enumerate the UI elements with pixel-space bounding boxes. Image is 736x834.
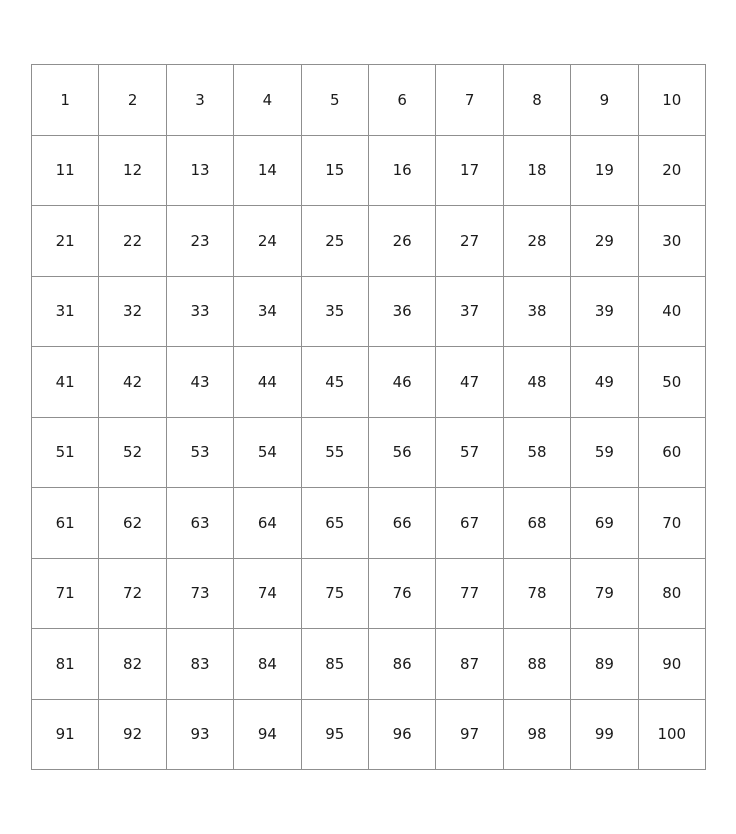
number-cell: 10 (639, 65, 706, 136)
number-cell: 30 (639, 206, 706, 277)
number-cell: 87 (436, 629, 503, 700)
number-cell: 92 (99, 700, 166, 771)
hundred-chart-grid (31, 64, 706, 770)
number-cell: 13 (167, 136, 234, 207)
number-cell: 78 (504, 559, 571, 630)
number-cell: 25 (302, 206, 369, 277)
number-cell: 60 (639, 418, 706, 489)
number-cell: 14 (234, 136, 301, 207)
number-cell: 35 (302, 277, 369, 348)
number-cell: 15 (302, 136, 369, 207)
number-cell: 91 (32, 700, 99, 771)
number-cell: 3 (167, 65, 234, 136)
number-cell: 55 (302, 418, 369, 489)
number-cell: 37 (436, 277, 503, 348)
number-cell: 44 (234, 347, 301, 418)
number-cell: 69 (571, 488, 638, 559)
number-cell: 20 (639, 136, 706, 207)
number-cell: 100 (639, 700, 706, 771)
number-cell: 84 (234, 629, 301, 700)
number-cell: 97 (436, 700, 503, 771)
number-cell: 1 (32, 65, 99, 136)
number-cell: 90 (639, 629, 706, 700)
number-cell: 34 (234, 277, 301, 348)
number-cell: 17 (436, 136, 503, 207)
number-cell: 41 (32, 347, 99, 418)
number-cell: 96 (369, 700, 436, 771)
number-cell: 56 (369, 418, 436, 489)
number-cell: 67 (436, 488, 503, 559)
number-cell: 75 (302, 559, 369, 630)
number-cell: 89 (571, 629, 638, 700)
number-cell: 66 (369, 488, 436, 559)
number-cell: 46 (369, 347, 436, 418)
number-cell: 31 (32, 277, 99, 348)
number-cell: 53 (167, 418, 234, 489)
number-cell: 22 (99, 206, 166, 277)
number-cell: 39 (571, 277, 638, 348)
number-cell: 62 (99, 488, 166, 559)
number-cell: 11 (32, 136, 99, 207)
number-cell: 48 (504, 347, 571, 418)
number-cell: 29 (571, 206, 638, 277)
number-cell: 88 (504, 629, 571, 700)
number-cell: 18 (504, 136, 571, 207)
number-cell: 6 (369, 65, 436, 136)
number-cell: 76 (369, 559, 436, 630)
number-cell: 79 (571, 559, 638, 630)
number-cell: 36 (369, 277, 436, 348)
number-cell: 77 (436, 559, 503, 630)
number-cell: 95 (302, 700, 369, 771)
number-cell: 80 (639, 559, 706, 630)
number-cell: 2 (99, 65, 166, 136)
number-cell: 19 (571, 136, 638, 207)
number-cell: 7 (436, 65, 503, 136)
number-cell: 33 (167, 277, 234, 348)
number-cell: 83 (167, 629, 234, 700)
number-cell: 65 (302, 488, 369, 559)
number-cell: 27 (436, 206, 503, 277)
number-cell: 63 (167, 488, 234, 559)
number-cell: 24 (234, 206, 301, 277)
number-cell: 32 (99, 277, 166, 348)
number-cell: 4 (234, 65, 301, 136)
number-cell: 43 (167, 347, 234, 418)
number-cell: 54 (234, 418, 301, 489)
number-cell: 81 (32, 629, 99, 700)
number-cell: 50 (639, 347, 706, 418)
number-cell: 59 (571, 418, 638, 489)
number-cell: 85 (302, 629, 369, 700)
number-cell: 12 (99, 136, 166, 207)
number-cell: 9 (571, 65, 638, 136)
number-cell: 51 (32, 418, 99, 489)
number-cell: 28 (504, 206, 571, 277)
number-cell: 45 (302, 347, 369, 418)
number-cell: 68 (504, 488, 571, 559)
number-cell: 23 (167, 206, 234, 277)
number-cell: 86 (369, 629, 436, 700)
number-cell: 73 (167, 559, 234, 630)
number-cell: 57 (436, 418, 503, 489)
number-cell: 71 (32, 559, 99, 630)
number-cell: 49 (571, 347, 638, 418)
number-cell: 93 (167, 700, 234, 771)
number-cell: 8 (504, 65, 571, 136)
number-cell: 82 (99, 629, 166, 700)
number-cell: 38 (504, 277, 571, 348)
number-cell: 26 (369, 206, 436, 277)
number-cell: 64 (234, 488, 301, 559)
number-cell: 47 (436, 347, 503, 418)
number-cell: 52 (99, 418, 166, 489)
number-cell: 21 (32, 206, 99, 277)
number-cell: 98 (504, 700, 571, 771)
number-cell: 61 (32, 488, 99, 559)
number-cell: 94 (234, 700, 301, 771)
number-cell: 72 (99, 559, 166, 630)
number-cell: 74 (234, 559, 301, 630)
number-cell: 16 (369, 136, 436, 207)
number-cell: 70 (639, 488, 706, 559)
number-cell: 5 (302, 65, 369, 136)
number-cell: 99 (571, 700, 638, 771)
number-cell: 42 (99, 347, 166, 418)
number-cell: 40 (639, 277, 706, 348)
number-cell: 58 (504, 418, 571, 489)
